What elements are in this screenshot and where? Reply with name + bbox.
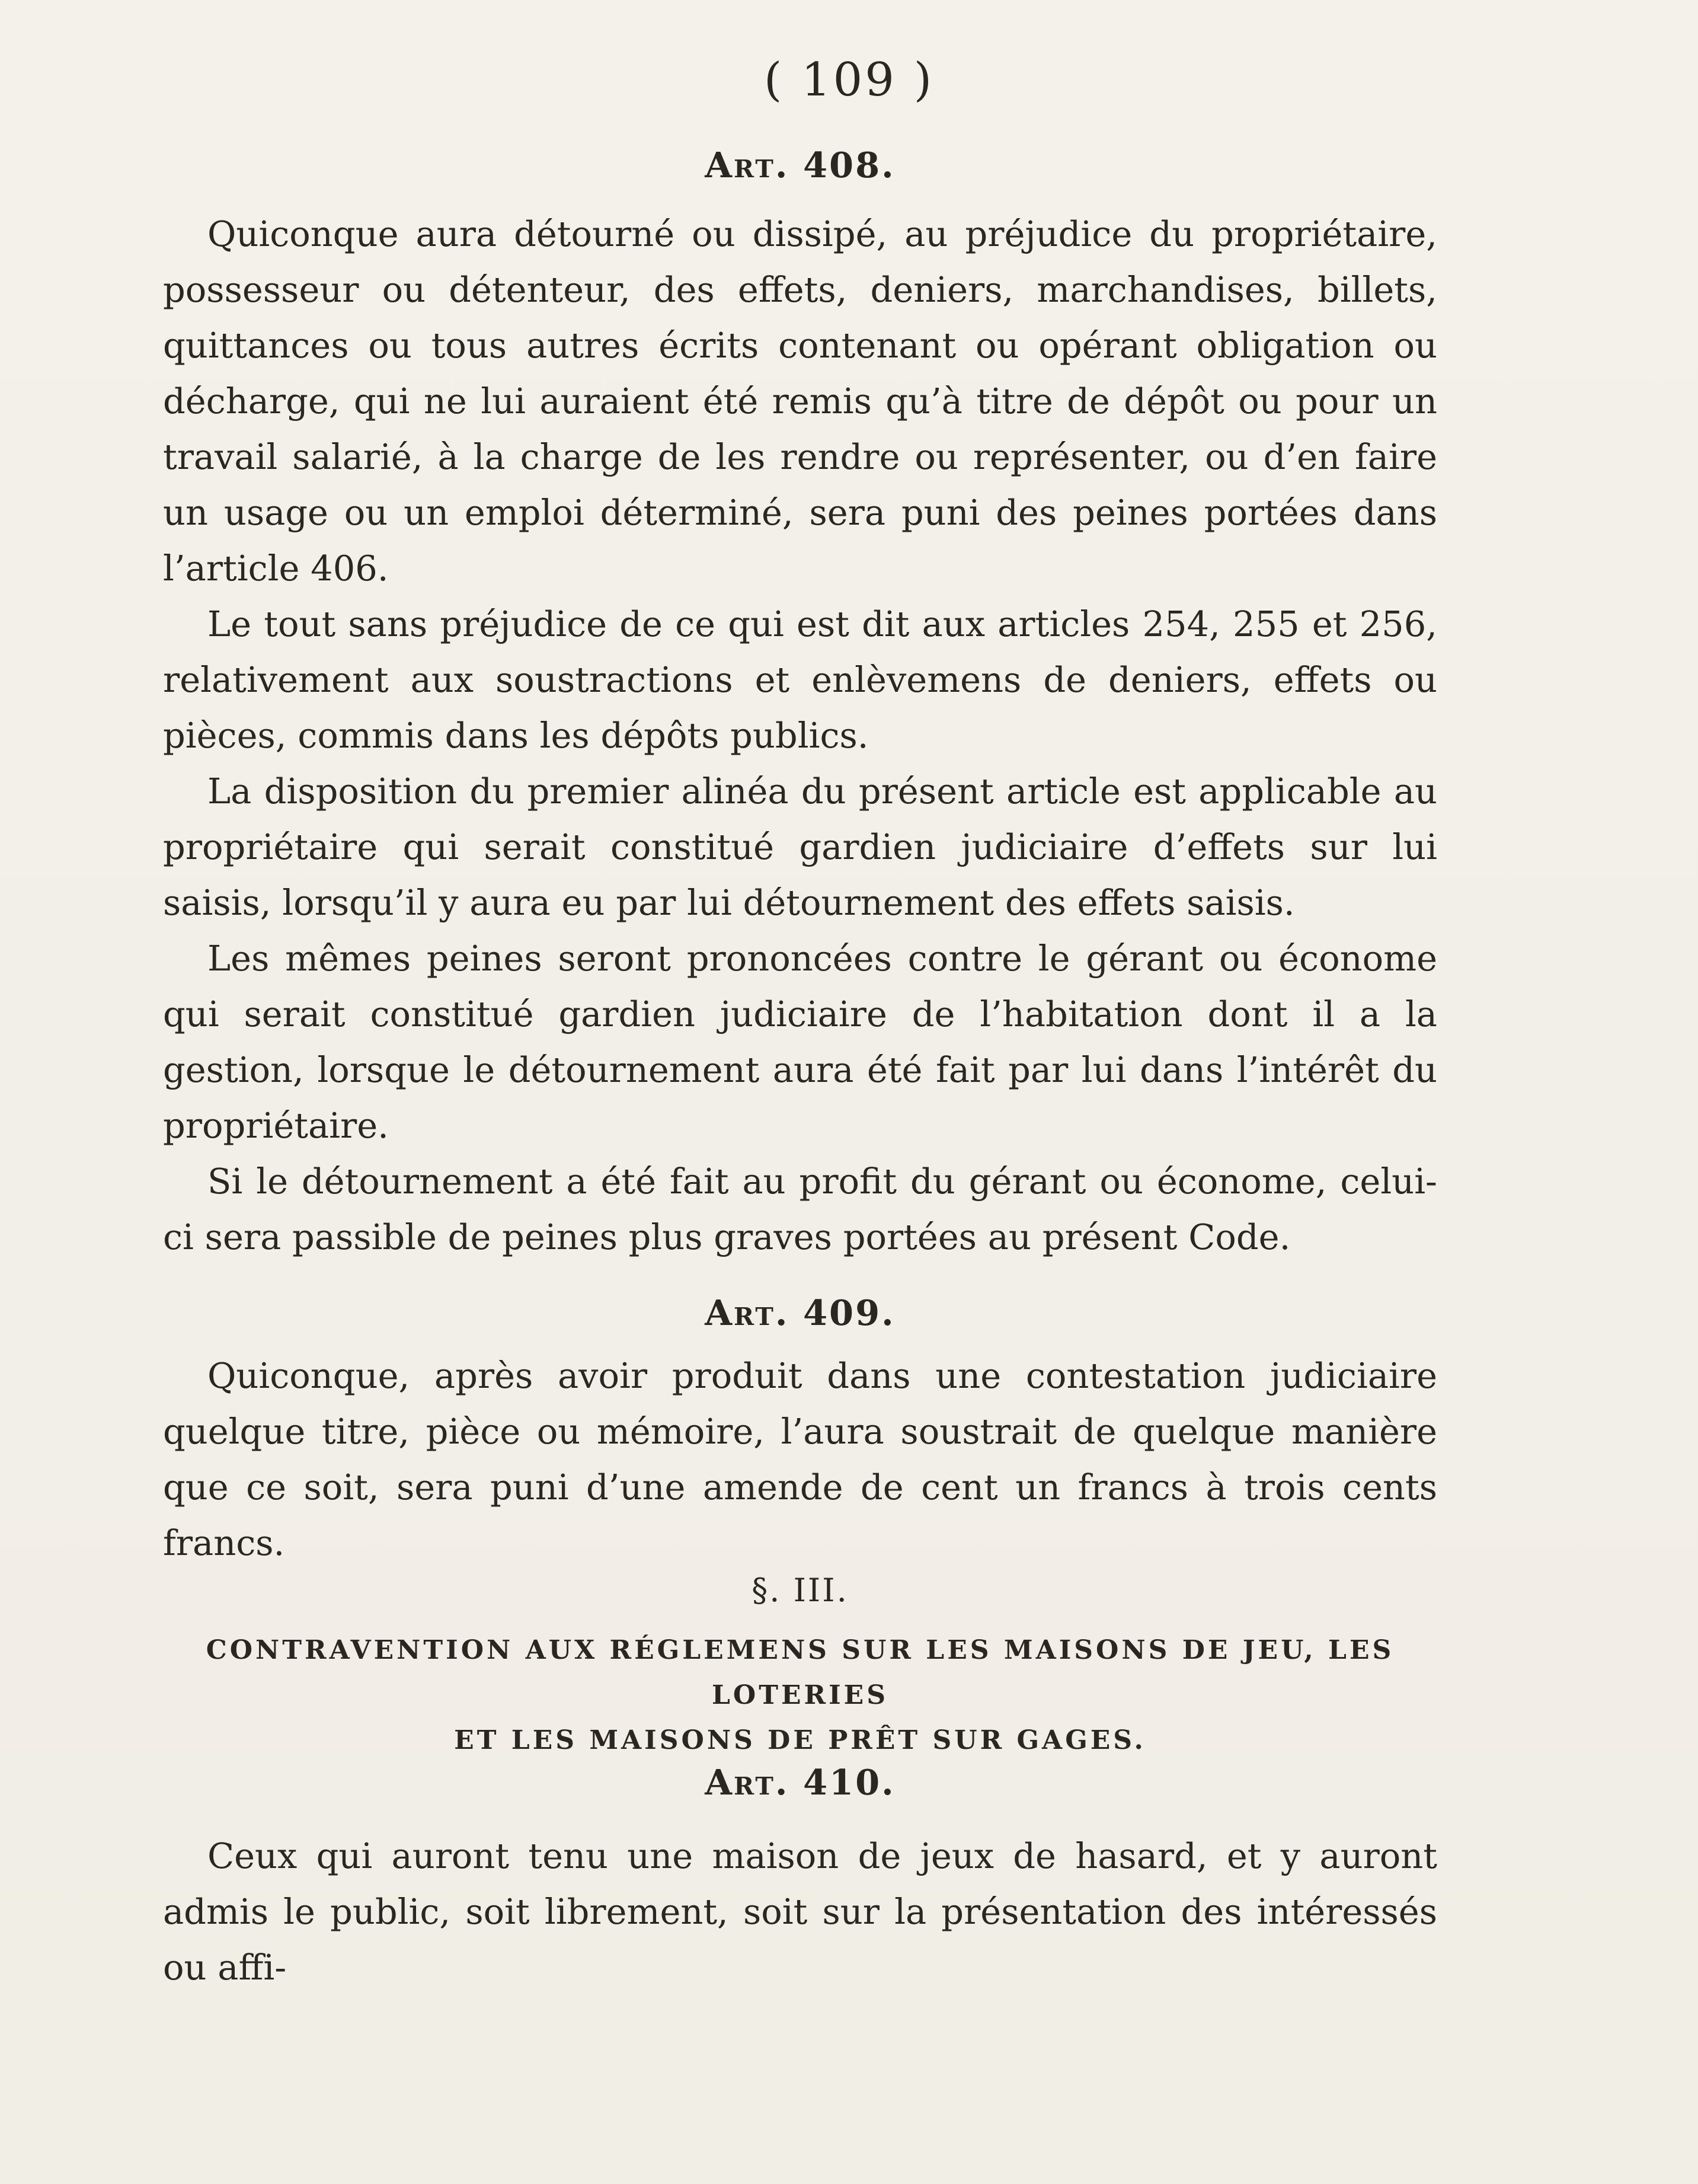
article-heading-408-label: Art. 408. — [705, 145, 896, 186]
article-410-body — [163, 1828, 1437, 1995]
article-heading-408 — [163, 138, 1437, 193]
article-408-body — [163, 206, 1437, 1265]
paragraph: Le tout sans préjudice de ce qui est dit aux articles 254, 255 et 256, relativement aux soustractions et enlèvemens de deniers, effets ou pièces, commis dans les dépôts publics. — [163, 604, 1437, 756]
section-title-line-1: CONTRAVENTION AUX RÉGLEMENS SUR LES MAISONS DE JEU, LES LOTERIES — [206, 1635, 1395, 1710]
article-409-body — [163, 1348, 1437, 1571]
article-heading-410 — [163, 1755, 1437, 1811]
paragraph: La disposition du premier alinéa du présent article est applicable au propriétaire qui serait constitué gardien judiciaire d’effets sur lui saisis, lorsqu’il y aura eu par lui détournement des effets saisis. — [163, 771, 1437, 923]
article-heading-409 — [163, 1285, 1437, 1341]
paragraph: Ceux qui auront tenu une maison de jeux de hasard, et y auront admis le public, soit librement, soit sur la présentation des intéressés ou affi- — [163, 1835, 1437, 1988]
paragraph: Si le détournement a été fait au profit du gérant ou économe, celui-ci sera passible de peines plus graves portées au présent Code. — [163, 1161, 1437, 1257]
section-number: §. III. — [752, 1572, 849, 1609]
article-heading-409-label: Art. 409. — [705, 1292, 896, 1333]
section-title-line-2: ET LES MAISONS DE PRÊT SUR GAGES. — [454, 1725, 1146, 1755]
section-title — [163, 1628, 1437, 1763]
paragraph: Quiconque aura détourné ou dissipé, au préjudice du propriétaire, possesseur ou détenteur, des effets, deniers, marchandises, billets, quittances ou tous autres écrits contenant ou opérant obligation ou décharge, qui ne lui auraient été remis qu’à titre de dépôt ou pour un travail salarié, à la charge de les rendre ou représenter, ou d’en faire un usage ou un emploi déterminé, sera puni des peines portées dans l’article 406. — [163, 213, 1437, 589]
paragraph: Quiconque, après avoir produit dans une contestation judiciaire quelque titre, pièce ou mémoire, l’aura soustrait de quelque manière que ce soit, sera puni d’une amende de cent un francs à trois cents francs. — [163, 1355, 1437, 1563]
article-heading-410-label: Art. 410. — [705, 1762, 896, 1803]
paragraph: Les mêmes peines seront prononcées contre le gérant ou économe qui serait constitué gardien judiciaire de l’habitation dont il a la gestion, lorsque le détournement aura été fait par lui dans l’intérêt du propriétaire. — [163, 938, 1437, 1146]
page-number: ( 109 ) — [763, 53, 935, 107]
